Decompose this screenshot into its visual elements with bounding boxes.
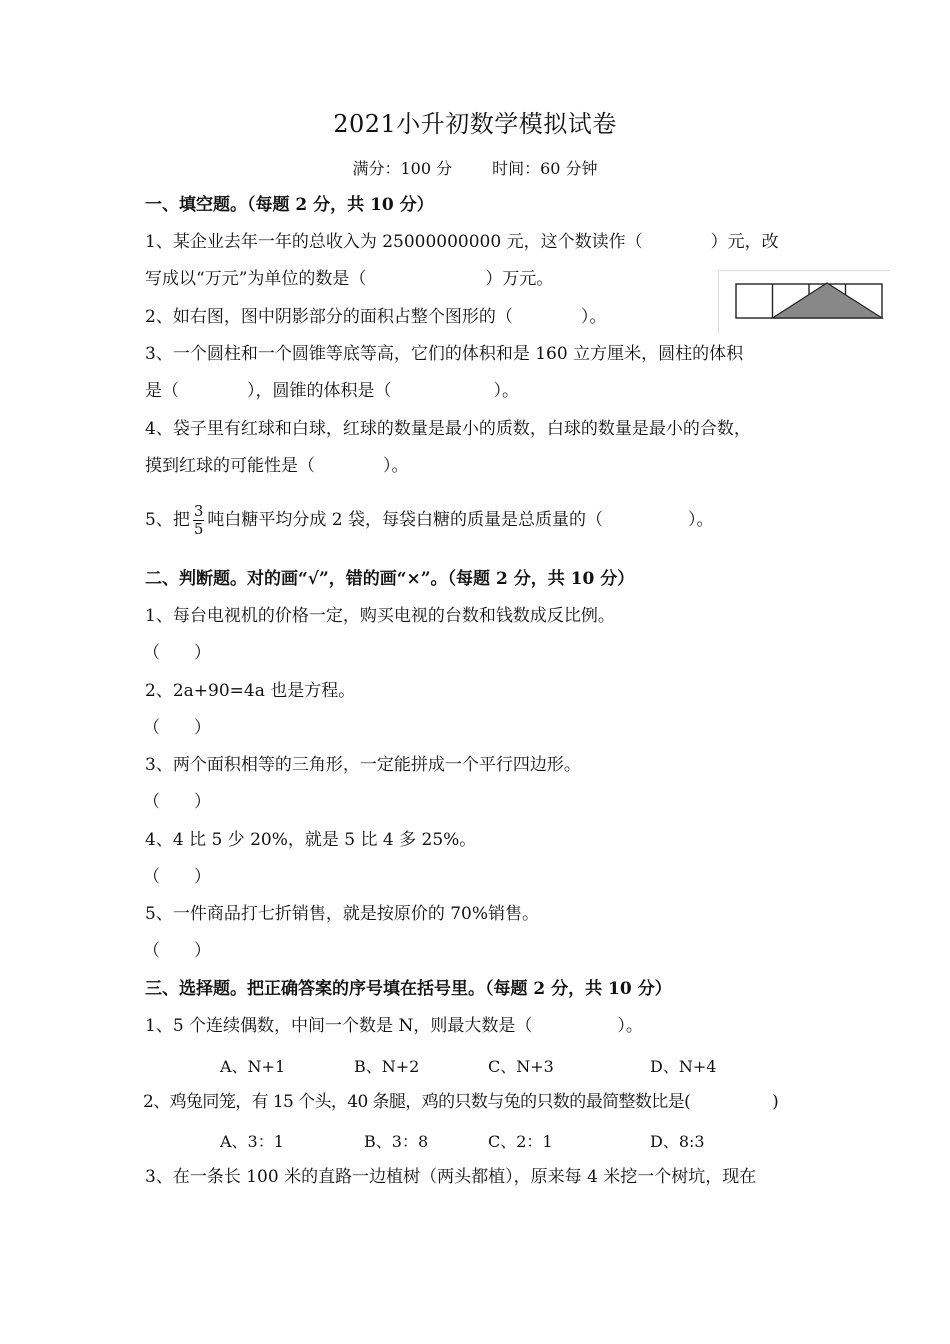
mc-2-option-c: C、2：1 [488, 1132, 553, 1151]
question-tf-3: 3、两个面积相等的三角形，一定能拼成一个平行四边形。 [145, 755, 581, 775]
exam-time: 时间：60 分钟 [492, 159, 598, 178]
answer-bracket-tf-3: （ ） [143, 792, 211, 812]
question-fill-5-prefix: 5、把 [145, 510, 190, 530]
fraction-denominator: 5 [193, 520, 204, 538]
full-score: 满分：100 分 [352, 159, 453, 178]
section-fill-in-heading: 一、填空题。（每题 2 分，共 10 分） [145, 195, 434, 215]
answer-bracket-tf-5: （ ） [143, 941, 211, 961]
mc-2-option-d: D、8:3 [650, 1132, 705, 1151]
question-fill-2: 2、如右图，图中阴影部分的面积占整个图形的（ ）。 [145, 307, 607, 327]
question-fill-3-line2: 是（ ），圆锥的体积是（ ）。 [145, 381, 519, 401]
page-title: 2021小升初数学模拟试卷 [333, 110, 617, 138]
fraction-three-fifths [193, 503, 205, 538]
question-fill-1-line2: 写成以“万元”为单位的数是（ ）万元。 [145, 269, 554, 289]
mc-2-option-a: A、3：1 [220, 1132, 284, 1151]
exam-info [0, 156, 950, 179]
answer-bracket-tf-1: （ ） [143, 643, 211, 663]
answer-bracket-tf-4: （ ） [143, 867, 211, 887]
question-mc-1: 1、5 个连续偶数，中间一个数是 N，则最大数是（ ）。 [145, 1016, 643, 1036]
question-tf-2: 2、2a+90=4a 也是方程。 [145, 681, 356, 701]
mc-2-option-b: B、3：8 [364, 1132, 429, 1151]
question-mc-3: 3、在一条长 100 米的直路一边植树（两头都植），原来每 4 米挖一个树坑，现在 [145, 1167, 757, 1187]
question-fill-5 [145, 500, 714, 540]
answer-bracket-tf-2: （ ） [143, 718, 211, 738]
question-tf-5: 5、一件商品打七折销售，就是按原价的 70%销售。 [145, 904, 540, 924]
question-fill-1-line1: 1、某企业去年一年的总收入为 25000000000 元，这个数读作（ ）元，改 [145, 232, 779, 252]
question-fill-4-line2: 摸到红球的可能性是（ ）。 [145, 456, 409, 476]
mc-1-option-b: B、N+2 [354, 1057, 420, 1076]
fraction-numerator: 3 [193, 502, 204, 520]
mc-1-option-d: D、N+4 [650, 1057, 717, 1076]
mc-1-option-a: A、N+1 [220, 1057, 286, 1076]
section-true-false-heading: 二、判断题。对的画“√”，错的画“×”。（每题 2 分，共 10 分） [145, 569, 635, 589]
shaded-triangle-figure [718, 270, 890, 334]
question-fill-3-line1: 3、一个圆柱和一个圆锥等底等高，它们的体积和是 160 立方厘米，圆柱的体积 [145, 344, 744, 364]
question-fill-5-suffix: 吨白糖平均分成 2 袋，每袋白糖的质量是总质量的（ ）。 [207, 510, 714, 530]
question-tf-1: 1、每台电视机的价格一定，购买电视的台数和钱数成反比例。 [145, 606, 615, 626]
mc-1-option-c: C、N+3 [488, 1057, 554, 1076]
question-fill-4-line1: 4、袋子里有红球和白球，红球的数量是最小的质数，白球的数量是最小的合数， [145, 419, 751, 439]
section-multiple-choice-heading: 三、选择题。把正确答案的序号填在括号里。（每题 2 分，共 10 分） [145, 979, 672, 999]
question-tf-4: 4、4 比 5 少 20%，就是 5 比 4 多 25%。 [145, 830, 477, 850]
question-mc-2: 2、鸡兔同笼，有 15 个头，40 条腿，鸡的只数与兔的只数的最简整数比是( ) [143, 1092, 779, 1112]
